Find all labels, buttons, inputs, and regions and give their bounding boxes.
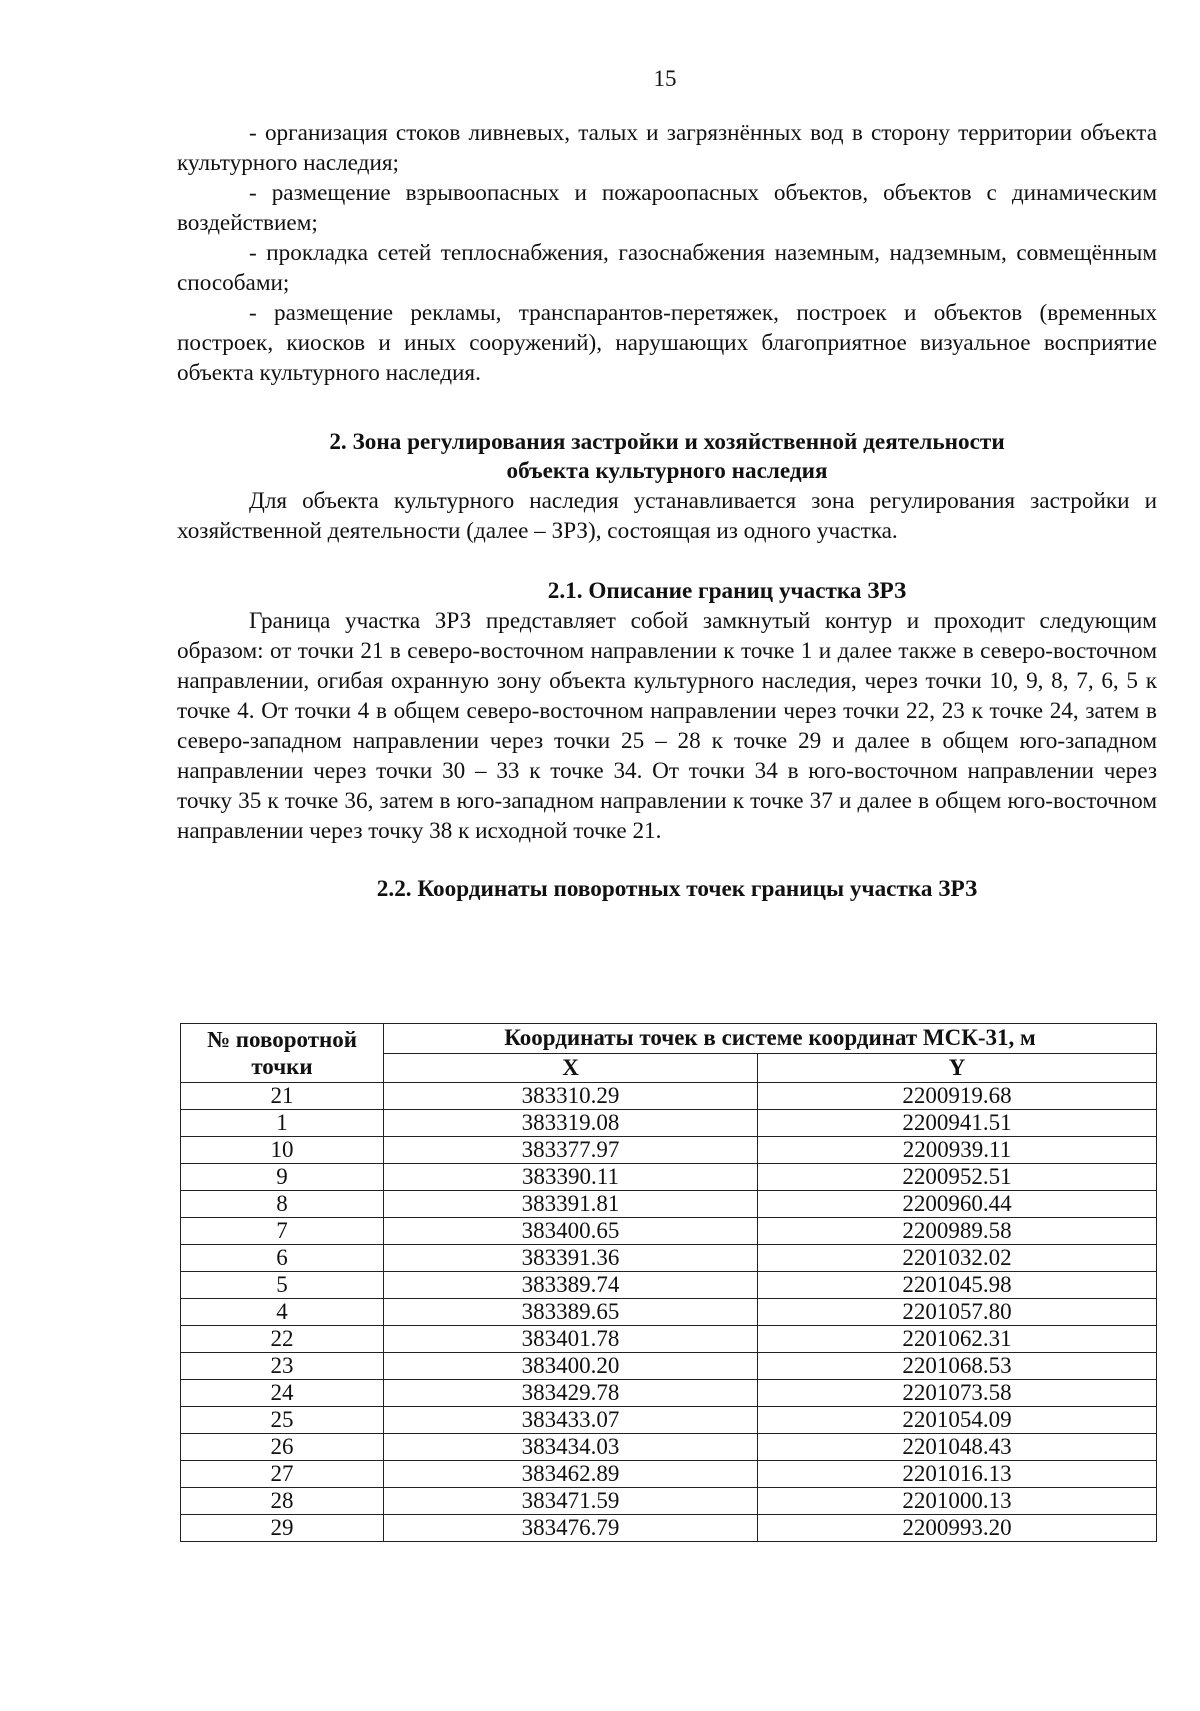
y-coordinate-cell: 2200939.11	[758, 1137, 1157, 1164]
point-number-cell: 6	[181, 1245, 384, 1272]
point-number-cell: 1	[181, 1110, 384, 1137]
table-row	[181, 1137, 1157, 1164]
y-coordinate-cell: 2200960.44	[758, 1191, 1157, 1218]
table-row	[181, 1461, 1157, 1488]
y-coordinate-cell: 2200941.51	[758, 1110, 1157, 1137]
section-2-paragraph: Для объекта культурного наследия устанавливается зона регулирования застройки и хозяйственной деятельности (далее – ЗРЗ), состоящая из одного участка.	[177, 488, 1157, 544]
section-2-title-line1: 2. Зона регулирования застройки и хозяйственной деятельности	[329, 429, 1005, 455]
section-2-1-heading: 2.1. Описание границ участка ЗРЗ	[547, 578, 907, 604]
section-2-2-heading: 2.2. Координаты поворотных точек границы участка ЗРЗ	[376, 876, 978, 902]
table-row	[181, 1515, 1157, 1542]
y-coordinate-cell: 2201032.02	[758, 1245, 1157, 1272]
x-coordinate-cell: 383434.03	[384, 1434, 758, 1461]
point-number-cell: 5	[181, 1272, 384, 1299]
point-number-cell: 22	[181, 1326, 384, 1353]
point-number-cell: 9	[181, 1164, 384, 1191]
x-coordinate-cell: 383391.81	[384, 1191, 758, 1218]
point-number-cell: 25	[181, 1407, 384, 1434]
document-body	[177, 118, 1157, 904]
y-coordinate-cell: 2201073.58	[758, 1380, 1157, 1407]
x-coordinate-cell: 383400.65	[384, 1218, 758, 1245]
point-number-cell: 4	[181, 1299, 384, 1326]
point-number-cell: 8	[181, 1191, 384, 1218]
table-row	[181, 1110, 1157, 1137]
table-row	[181, 1380, 1157, 1407]
section-2-heading	[177, 428, 1157, 486]
y-coordinate-cell: 2201068.53	[758, 1353, 1157, 1380]
x-coordinate-cell: 383391.36	[384, 1245, 758, 1272]
x-coordinate-cell: 383390.11	[384, 1164, 758, 1191]
table-row	[181, 1218, 1157, 1245]
header-coordinates: Координаты точек в системе координат МСК-31, м	[384, 1024, 1157, 1054]
table-row	[181, 1191, 1157, 1218]
point-number-cell: 29	[181, 1515, 384, 1542]
y-coordinate-cell: 2201062.31	[758, 1326, 1157, 1353]
x-coordinate-cell: 383310.29	[384, 1083, 758, 1110]
y-coordinate-cell: 2201000.13	[758, 1488, 1157, 1515]
y-coordinate-cell: 2200952.51	[758, 1164, 1157, 1191]
y-coordinate-cell: 2201045.98	[758, 1272, 1157, 1299]
table-row	[181, 1488, 1157, 1515]
list-item: - размещение взрывоопасных и пожароопасных объектов, объектов с динамическим воздействием;	[177, 180, 1157, 236]
point-number-cell: 21	[181, 1083, 384, 1110]
page-number: 15	[653, 66, 677, 91]
x-coordinate-cell: 383401.78	[384, 1326, 758, 1353]
point-number-cell: 7	[181, 1218, 384, 1245]
x-coordinate-cell: 383377.97	[384, 1137, 758, 1164]
coordinates-table	[180, 1023, 1157, 1542]
header-point-number	[181, 1024, 384, 1083]
table-row	[181, 1353, 1157, 1380]
x-coordinate-cell: 383476.79	[384, 1515, 758, 1542]
y-coordinate-cell: 2200989.58	[758, 1218, 1157, 1245]
x-coordinate-cell: 383389.74	[384, 1272, 758, 1299]
y-coordinate-cell: 2201048.43	[758, 1434, 1157, 1461]
y-coordinate-cell: 2201054.09	[758, 1407, 1157, 1434]
point-number-cell: 27	[181, 1461, 384, 1488]
section-2-title-line2: объекта культурного наследия	[506, 458, 828, 484]
table-row	[181, 1164, 1157, 1191]
x-coordinate-cell: 383462.89	[384, 1461, 758, 1488]
x-coordinate-cell: 383389.65	[384, 1299, 758, 1326]
point-number-cell: 10	[181, 1137, 384, 1164]
point-number-cell: 28	[181, 1488, 384, 1515]
header-point-line1: № поворотной	[206, 1027, 358, 1052]
y-coordinate-cell: 2200919.68	[758, 1083, 1157, 1110]
table-row	[181, 1272, 1157, 1299]
table-row	[181, 1434, 1157, 1461]
table-row	[181, 1326, 1157, 1353]
table-row	[181, 1299, 1157, 1326]
y-coordinate-cell: 2200993.20	[758, 1515, 1157, 1542]
x-coordinate-cell: 383429.78	[384, 1380, 758, 1407]
table-row	[181, 1407, 1157, 1434]
y-coordinate-cell: 2201057.80	[758, 1299, 1157, 1326]
table-row	[181, 1245, 1157, 1272]
point-number-cell: 23	[181, 1353, 384, 1380]
list-item: - организация стоков ливневых, талых и загрязнённых вод в сторону территории объекта культурного наследия;	[177, 120, 1157, 176]
x-coordinate-cell: 383433.07	[384, 1407, 758, 1434]
list-item: - прокладка сетей теплоснабжения, газоснабжения наземным, надземным, совмещённым способами;	[177, 240, 1157, 296]
x-coordinate-cell: 383319.08	[384, 1110, 758, 1137]
y-coordinate-cell: 2201016.13	[758, 1461, 1157, 1488]
point-number-cell: 24	[181, 1380, 384, 1407]
x-coordinate-cell: 383471.59	[384, 1488, 758, 1515]
table-row	[181, 1083, 1157, 1110]
header-point-line2: точки	[251, 1054, 313, 1079]
list-item: - размещение рекламы, транспарантов-перетяжек, построек и объектов (временных построек, киосков и иных сооружений), нарушающих благоприятное визуальное восприятие объекта культурного наследия.	[177, 300, 1157, 386]
header-x: X	[384, 1053, 758, 1083]
header-y: Y	[758, 1053, 1157, 1083]
coordinates-table-body	[181, 1083, 1157, 1542]
point-number-cell: 26	[181, 1434, 384, 1461]
x-coordinate-cell: 383400.20	[384, 1353, 758, 1380]
section-2-1-paragraph: Граница участка ЗРЗ представляет собой замкнутый контур и проходит следующим образом: от точки 21 в северо-восточном направлении к точке 1 и далее также в северо-восточном направлении, огибая охранную зону объекта культурного наследия, через точки 10, 9, 8, 7, 6, 5 к точке 4. От точки 4 в общем северо-восточном направлении через точки 22, 23 к точке 24, затем в северо-западном направлении через точки 25 – 28 к точке 29 и далее в общем юго-западном направлении через точки 30 – 33 к точке 34. От точки 34 в юго-восточном направлении через точку 35 к точке 36, затем в юго-западном направлении к точке 37 и далее в общем юго-восточном направлении через точку 38 к исходной точке 21.	[177, 608, 1157, 844]
